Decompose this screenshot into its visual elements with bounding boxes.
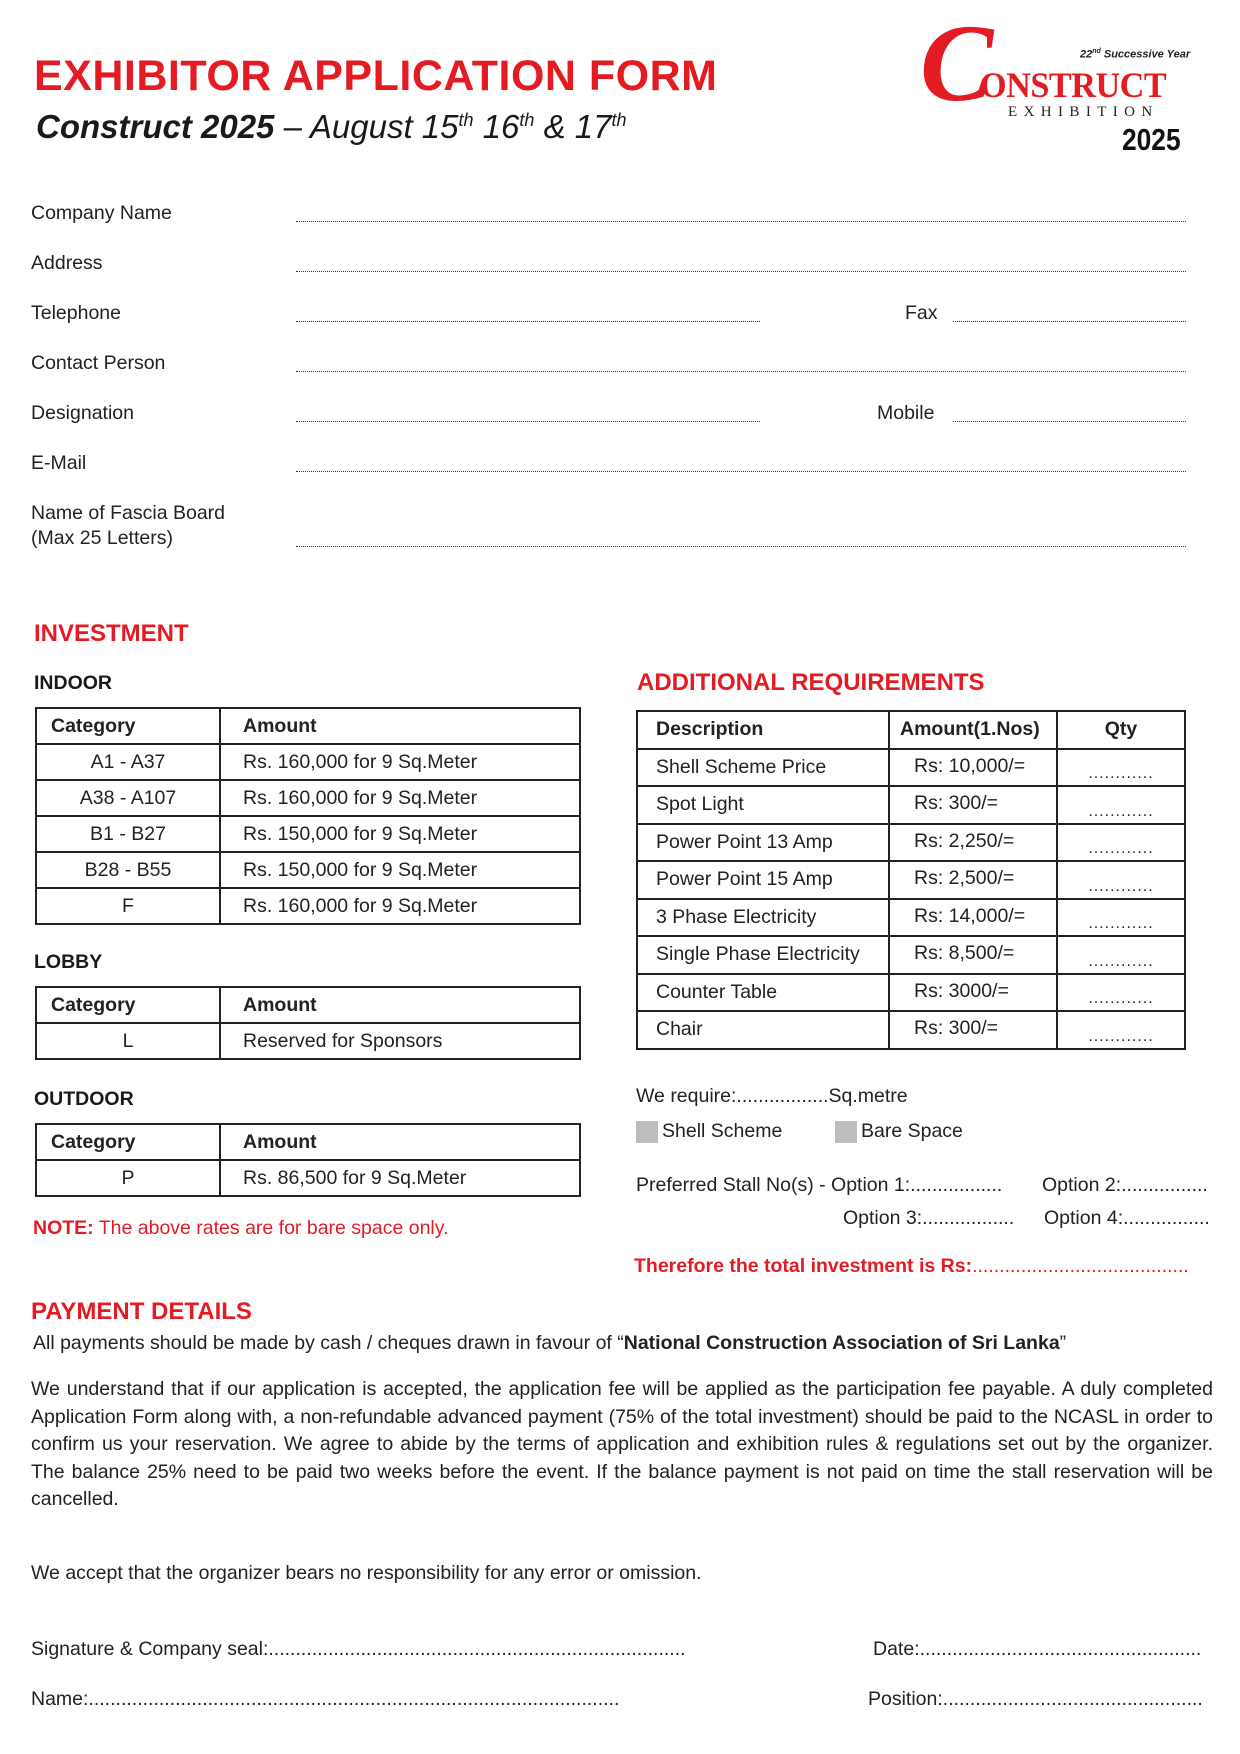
- mobile-label: Mobile: [877, 402, 935, 424]
- table-row: [36, 1160, 580, 1196]
- rates-note: [33, 1217, 449, 1240]
- column-header-description: Description: [637, 711, 889, 749]
- qty-input[interactable]: ............: [1057, 861, 1185, 899]
- column-header-category: Category: [36, 1124, 220, 1160]
- description-cell: Power Point 13 Amp: [637, 824, 889, 862]
- shell-scheme-label: Shell Scheme: [662, 1120, 783, 1142]
- position-field[interactable]: Position:................................................: [868, 1688, 1203, 1710]
- table-row: [36, 1023, 580, 1059]
- table-row: [637, 974, 1185, 1012]
- shell-scheme-checkbox[interactable]: [636, 1121, 658, 1143]
- qty-input[interactable]: ............: [1057, 786, 1185, 824]
- qty-input[interactable]: ............: [1057, 936, 1185, 974]
- amount-cell: Rs. 160,000 for 9 Sq.Meter: [220, 744, 580, 780]
- total-investment-field[interactable]: [634, 1255, 1189, 1278]
- bare-space-label: Bare Space: [861, 1120, 963, 1142]
- telephone-field[interactable]: [296, 320, 760, 322]
- category-cell: L: [36, 1023, 220, 1059]
- column-header-amount: Amount: [220, 708, 580, 744]
- date-field[interactable]: Date:....................................................: [873, 1638, 1202, 1660]
- logo-year: 2025: [1122, 122, 1181, 157]
- table-header-row: [36, 708, 580, 744]
- description-cell: Single Phase Electricity: [637, 936, 889, 974]
- outdoor-table: [35, 1123, 581, 1197]
- note-label: NOTE:: [33, 1217, 94, 1239]
- table-row: [637, 1011, 1185, 1049]
- name-field[interactable]: Name:..................................................................................................: [31, 1688, 620, 1710]
- total-investment-dots: ........................................: [972, 1255, 1189, 1277]
- preferred-stall-option1[interactable]: Preferred Stall No(s) - Option 1:.................: [636, 1174, 1003, 1196]
- indoor-table: [35, 707, 581, 925]
- amount-cell: Rs: 2,500/=: [889, 861, 1057, 899]
- description-cell: Counter Table: [637, 974, 889, 1012]
- amount-cell: Rs. 86,500 for 9 Sq.Meter: [220, 1160, 580, 1196]
- telephone-label: Telephone: [31, 302, 121, 324]
- amount-cell: Rs: 300/=: [889, 786, 1057, 824]
- construct-logo: [920, 2, 1200, 162]
- qty-input[interactable]: ............: [1057, 974, 1185, 1012]
- description-cell: 3 Phase Electricity: [637, 899, 889, 937]
- category-cell: P: [36, 1160, 220, 1196]
- amount-cell: Rs. 150,000 for 9 Sq.Meter: [220, 852, 580, 888]
- amount-cell: Rs: 3000/=: [889, 974, 1057, 1012]
- column-header-category: Category: [36, 708, 220, 744]
- column-header-amount: Amount: [220, 1124, 580, 1160]
- amount-cell: Rs. 160,000 for 9 Sq.Meter: [220, 780, 580, 816]
- category-cell: B28 - B55: [36, 852, 220, 888]
- fascia-label-line2: (Max 25 Letters): [31, 527, 173, 549]
- column-header-amount: Amount(1.Nos): [889, 711, 1057, 749]
- amount-cell: Rs. 160,000 for 9 Sq.Meter: [220, 888, 580, 924]
- table-row: [36, 744, 580, 780]
- designation-label: Designation: [31, 402, 134, 424]
- table-row: [637, 899, 1185, 937]
- bare-space-checkbox[interactable]: [835, 1121, 857, 1143]
- terms-paragraph: We understand that if our application is accepted, the application fee will be applied as the participation fee payable. A duly completed Application Form along with, a non-refundable advanced payment (75% of the total investment) should be paid to the NCASL in order to confirm us your reservation. We agree to abide by the terms of application and exhibition rules & regulations set out by the organizer. The balance 25% need to be paid two weeks before the event. If the balance payment is not paid on time the stall reservation will be cancelled.: [31, 1378, 1213, 1510]
- column-header-amount: Amount: [220, 987, 580, 1023]
- table-row: [637, 861, 1185, 899]
- designation-field[interactable]: [296, 420, 760, 422]
- fax-label: Fax: [905, 302, 938, 324]
- column-header-category: Category: [36, 987, 220, 1023]
- amount-cell: Reserved for Sponsors: [220, 1023, 580, 1059]
- form-title: EXHIBITOR APPLICATION FORM: [34, 52, 718, 100]
- qty-input[interactable]: ............: [1057, 899, 1185, 937]
- table-row: [36, 852, 580, 888]
- table-row: [637, 936, 1185, 974]
- qty-input[interactable]: ............: [1057, 749, 1185, 787]
- additional-requirements-heading: ADDITIONAL REQUIREMENTS: [637, 669, 985, 696]
- company-name-label: Company Name: [31, 202, 172, 224]
- mobile-field[interactable]: [953, 420, 1186, 422]
- category-cell: A38 - A107: [36, 780, 220, 816]
- qty-input[interactable]: ............: [1057, 1011, 1185, 1049]
- we-require-field[interactable]: We require:.................Sq.metre: [636, 1085, 908, 1107]
- fax-field[interactable]: [953, 320, 1186, 322]
- payee-name: National Construction Association of Sri Lanka: [623, 1332, 1060, 1354]
- amount-cell: Rs. 150,000 for 9 Sq.Meter: [220, 816, 580, 852]
- company-name-field[interactable]: [296, 220, 1186, 222]
- disclaimer-text: We accept that the organizer bears no responsibility for any error or omission.: [31, 1562, 702, 1584]
- indoor-heading: INDOOR: [34, 672, 112, 694]
- table-row: [36, 816, 580, 852]
- amount-cell: Rs: 300/=: [889, 1011, 1057, 1049]
- table-header-row: [637, 711, 1185, 749]
- category-cell: B1 - B27: [36, 816, 220, 852]
- payment-details-heading: PAYMENT DETAILS: [31, 1298, 252, 1325]
- preferred-stall-option2[interactable]: Option 2:................: [1042, 1174, 1208, 1196]
- investment-heading: INVESTMENT: [34, 620, 189, 647]
- description-cell: Shell Scheme Price: [637, 749, 889, 787]
- column-header-qty: Qty: [1057, 711, 1185, 749]
- event-subtitle: Construct 2025 – August 15th 16th & 17th: [36, 108, 627, 145]
- amount-cell: Rs: 2,250/=: [889, 824, 1057, 862]
- address-field[interactable]: [296, 270, 1186, 272]
- logo-initial: C: [920, 2, 994, 124]
- bare-space-option[interactable]: [835, 1120, 963, 1143]
- email-label: E-Mail: [31, 452, 87, 474]
- category-cell: F: [36, 888, 220, 924]
- table-row: [36, 888, 580, 924]
- table-row: [637, 786, 1185, 824]
- table-row: [637, 749, 1185, 787]
- event-name: Construct 2025: [36, 108, 275, 145]
- note-text: The above rates are for bare space only.: [93, 1217, 449, 1239]
- description-cell: Chair: [637, 1011, 889, 1049]
- total-investment-label: Therefore the total investment is Rs:: [634, 1255, 973, 1277]
- payment-instruction: All payments should be made by cash / cheques drawn in favour of “National Construction Association of Sri Lanka”: [33, 1332, 1067, 1354]
- description-cell: Power Point 15 Amp: [637, 861, 889, 899]
- email-field[interactable]: [296, 470, 1186, 472]
- logo-brand: ONSTRUCT: [980, 65, 1167, 105]
- table-header-row: [36, 1124, 580, 1160]
- amount-cell: Rs: 10,000/=: [889, 749, 1057, 787]
- fascia-board-field[interactable]: [296, 545, 1186, 547]
- table-row: [36, 780, 580, 816]
- table-header-row: [36, 987, 580, 1023]
- description-cell: Spot Light: [637, 786, 889, 824]
- additional-requirements-table: [636, 710, 1186, 1050]
- logo-sub: EXHIBITION: [1008, 104, 1159, 120]
- contact-person-label: Contact Person: [31, 352, 166, 374]
- lobby-table: [35, 986, 581, 1060]
- qty-input[interactable]: ............: [1057, 824, 1185, 862]
- amount-cell: Rs: 8,500/=: [889, 936, 1057, 974]
- category-cell: A1 - A37: [36, 744, 220, 780]
- preferred-stall-option4[interactable]: Option 4:................: [1044, 1207, 1210, 1229]
- amount-cell: Rs: 14,000/=: [889, 899, 1057, 937]
- address-label: Address: [31, 252, 103, 274]
- shell-scheme-option[interactable]: [636, 1120, 782, 1143]
- contact-person-field[interactable]: [296, 370, 1186, 372]
- outdoor-heading: OUTDOOR: [34, 1088, 134, 1110]
- preferred-stall-option3[interactable]: Option 3:.................: [843, 1207, 1015, 1229]
- lobby-heading: LOBBY: [34, 951, 103, 973]
- signature-field[interactable]: Signature & Company seal:.............................................................................: [31, 1638, 686, 1660]
- logo-tagline: 22nd Successive Year: [1080, 48, 1191, 61]
- table-row: [637, 824, 1185, 862]
- fascia-label-line1: Name of Fascia Board: [31, 502, 226, 524]
